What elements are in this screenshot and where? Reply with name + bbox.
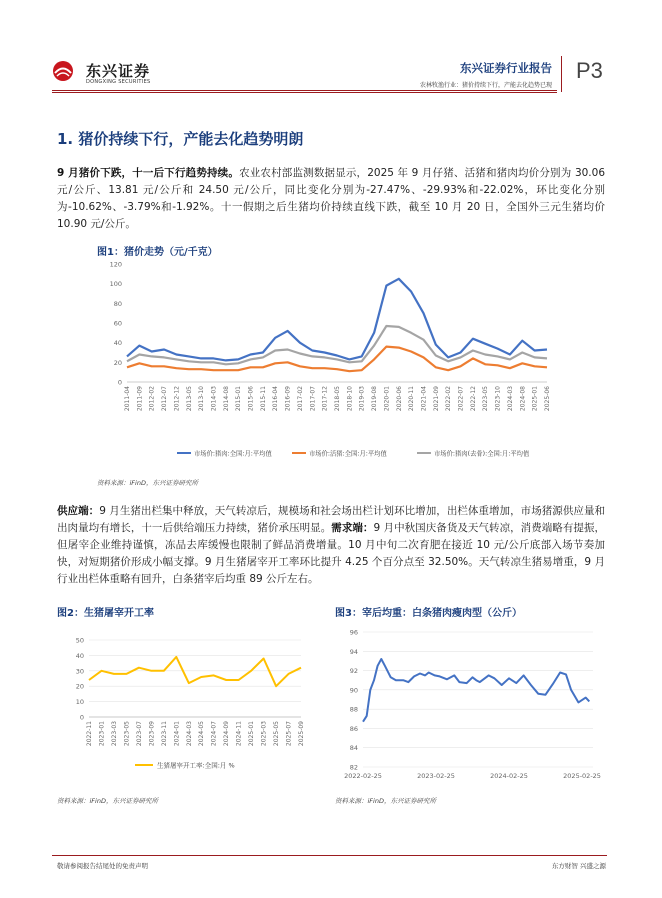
x-tick-label: 2025-05 [273,721,281,747]
x-tick-label: 2014-03 [210,386,218,412]
x-tick-label: 2022-07 [457,386,465,412]
x-tick-label: 2016-09 [284,386,292,412]
paragraph-lead: 9 月猪价下跌，十一后下行趋势持续。 [57,167,240,179]
x-tick-label: 2024-08 [519,386,527,412]
demand-body: 9 月中秋国庆备货及天气转凉，消费端略有提振，但屠宰企业维持谨慎，冻品去库缓慢也限制了鲜品消费增量。10 月中旬二次育肥在接近 10 元/公斤底部入场节奏加快，对短期猪价形成小幅支撑。9 月生猪屠宰开工率环比提升 4.25 个百分点至 32.50%。天气转凉生猪易增重，9 月行业出栏体重略有回升，白条猪宰后均重 89 公斤左右。 [57,522,606,585]
supply-lead: 供应端： [57,505,100,517]
paragraph-body: 农业农村部监测数据显示，2025 年 9 月仔猪、活猪和猪肉均价分别为 30.06 元/公斤、13.81 元/公斤和 24.50 元/公斤，同比变化分别为-27.47%、-29.93%和-22.02%，环比变化分别为-10.62%、-3.79%和-1.92%。十一假期之后生猪均价持续直线下跌，截至 10 月 20 日，全国外三元生猪均价 10.90 元/公斤。 [57,167,606,230]
legend-label-1: 生猪屠宰开工率:全国:月 % [157,761,235,770]
y-tick-label: 50 [75,636,84,645]
x-tick-label: 2015-06 [247,386,255,412]
x-tick-label: 2023-11 [160,721,168,747]
x-tick-label: 2019-08 [371,386,379,412]
series-line-1 [89,657,301,686]
y-tick-label: 82 [349,763,358,772]
x-tick-label: 2020-11 [408,386,416,412]
x-tick-label: 2022-02-25 [344,772,382,780]
x-tick-label: 2024-05 [198,721,206,747]
report-subtitle: 农林牧渔行业：猪价持续下行，产能去化趋势已现 [419,82,552,89]
paragraph-price-trend [57,165,605,233]
x-tick-label: 2023-01 [98,721,106,747]
x-tick-label: 2022-12 [469,386,477,412]
x-tick-label: 2017-12 [321,386,329,412]
report-title: 东兴证券行业报告 [460,61,552,75]
x-tick-label: 2023-05 [123,721,131,747]
y-tick-label: 20 [113,358,122,367]
x-tick-label: 2021-09 [432,386,440,412]
x-tick-label: 2017-07 [309,386,317,412]
legend-label-1: 市场价:猪肉:全国:月:平均值 [194,450,272,458]
figure3-title: 图3：宰后均重：白条猪肉瘦肉型（公斤） [335,608,522,619]
y-tick-label: 120 [109,260,122,269]
y-tick-label: 30 [75,667,84,676]
series-line-1 [127,279,547,361]
x-tick-label: 2024-09 [223,721,231,747]
y-tick-label: 0 [79,713,84,722]
header-rule-2 [52,92,557,93]
header-rule [52,90,557,91]
figure2-source: 资料来源：iFinD，东兴证券研究所 [57,797,158,805]
x-tick-label: 2012-07 [161,386,169,412]
x-tick-label: 2024-11 [235,721,243,747]
y-tick-label: 10 [75,698,84,707]
y-tick-label: 40 [75,651,84,660]
y-tick-label: 80 [113,299,122,308]
header-divider [561,56,562,92]
dongxing-logo-icon [52,60,82,82]
x-tick-label: 2020-01 [383,386,391,412]
x-tick-label: 2021-04 [420,386,428,412]
y-tick-label: 96 [349,628,358,637]
x-tick-label: 2023-03 [110,721,118,747]
demand-lead: 需求端： [331,522,374,534]
y-tick-label: 20 [75,682,84,691]
x-tick-label: 2012-12 [173,386,181,412]
x-tick-label: 2024-02-25 [490,772,528,780]
x-tick-label: 2018-10 [346,386,354,412]
footer-slogan: 东方财智 兴盛之源 [551,862,606,870]
footer-rule [52,855,607,856]
y-tick-label: 92 [349,667,358,676]
figure3-chart [335,620,607,780]
x-tick-label: 2025-01 [531,386,539,412]
x-tick-label: 2023-10 [494,386,502,412]
x-tick-label: 2024-03 [506,386,514,412]
x-tick-label: 2025-09 [298,721,305,747]
supply-body: 9 月生猪出栏集中释放，天气转凉后，规模场和社会场出栏计划环比增加，出栏体重增加，市场猪源供应量和出肉量均有增长，十一后供给端压力持续，猪价承压明显。 [57,505,605,534]
x-tick-label: 2024-03 [185,721,193,747]
legend-label-3: 市场价:猪肉(去骨):全国:月:平均值 [434,450,530,458]
y-tick-label: 86 [349,724,358,733]
x-tick-label: 2019-03 [358,386,366,412]
x-tick-label: 2012-02 [148,386,156,412]
series-line-3 [127,326,547,364]
figure1-chart [97,256,557,468]
paragraph-supply-demand [57,503,605,588]
section-title: 1. 猪价持续下行，产能去化趋势明朗 [57,130,304,148]
x-tick-label: 2022-11 [86,721,93,747]
legend-label-2: 市场价:活猪:全国:月:平均值 [309,450,387,458]
y-tick-label: 40 [113,339,122,348]
x-tick-label: 2017-02 [296,386,304,412]
y-tick-label: 88 [349,705,358,714]
x-tick-label: 2025-02-25 [563,772,601,780]
x-tick-label: 2023-05 [482,386,490,412]
x-tick-label: 2016-04 [272,386,280,412]
x-tick-label: 2025-06 [544,386,551,412]
y-tick-label: 90 [349,686,358,695]
x-tick-label: 2013-10 [198,386,206,412]
figure3-source: 资料来源：iFinD，东兴证券研究所 [335,797,436,805]
footer-disclaimer-note: 敬请参阅报告结尾处的免责声明 [57,862,148,870]
figure2-chart [57,624,325,776]
x-tick-label: 2024-07 [210,721,218,747]
x-tick-label: 2018-05 [334,386,341,412]
logo-name-en: DONGXING SECURITIES [86,79,151,85]
x-tick-label: 2015-01 [235,386,243,412]
x-tick-label: 2011-04 [124,386,131,412]
x-tick-label: 2024-01 [173,721,181,747]
y-tick-label: 0 [117,378,122,387]
series-line-1 [363,659,589,722]
x-tick-label: 2023-07 [135,721,143,747]
x-tick-label: 2025-07 [285,721,293,747]
x-tick-label: 2023-02-25 [417,772,455,780]
logo-name-cn: 东兴证券 [86,62,151,80]
x-tick-label: 2023-09 [148,721,156,747]
x-tick-label: 2013-05 [185,386,193,412]
x-tick-label: 2015-11 [259,386,267,412]
x-tick-label: 2022-02 [445,386,453,412]
x-tick-label: 2025-01 [248,721,256,747]
page-number: P3 [576,58,603,83]
y-tick-label: 100 [109,280,122,289]
x-tick-label: 2011-09 [136,386,144,412]
y-tick-label: 84 [349,744,358,753]
figure2-title: 图2：生猪屠宰开工率 [57,608,154,619]
x-tick-label: 2020-06 [395,386,403,412]
x-tick-label: 2014-08 [222,386,230,412]
figure1-source: 资料来源：iFinD，东兴证券研究所 [97,479,198,487]
figure1-title: 图1：猪价走势（元/千克） [97,247,218,258]
x-tick-label: 2025-03 [260,721,268,747]
y-tick-label: 94 [349,647,358,656]
y-tick-label: 60 [113,319,122,328]
